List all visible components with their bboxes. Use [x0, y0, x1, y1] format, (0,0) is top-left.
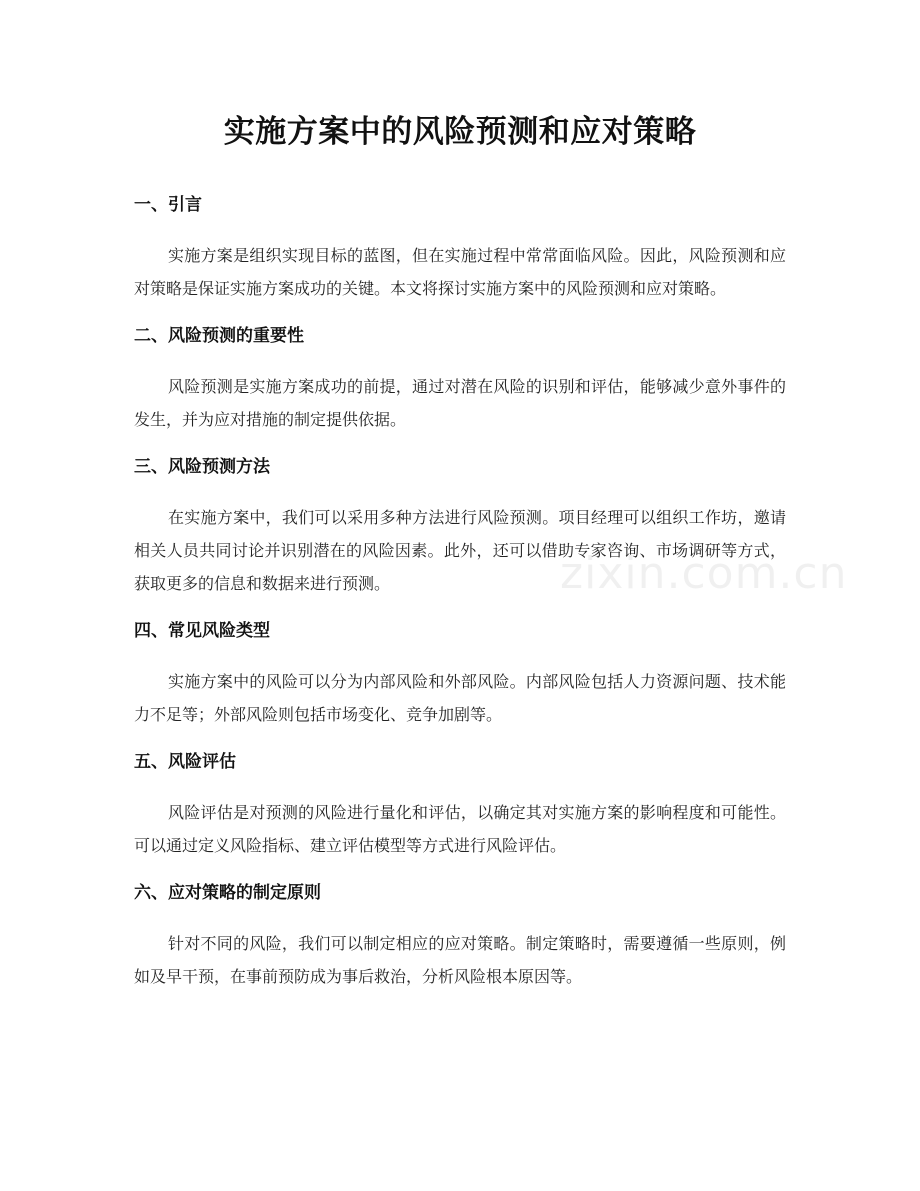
section-heading-risk-types: 四、常见风险类型 — [134, 621, 270, 641]
section-heading-intro: 一、引言 — [134, 195, 202, 215]
section-body-principles: 针对不同的风险，我们可以制定相应的应对策略。制定策略时，需要遵循一些原则，例如及早干预，在事前预防成为事后救治，分析风险根本原因等。 — [134, 934, 786, 986]
section-body-importance: 风险预测是实施方案成功的前提，通过对潜在风险的识别和评估，能够减少意外事件的发生，并为应对措施的制定提供依据。 — [134, 377, 786, 429]
section-heading-principles: 六、应对策略的制定原则 — [134, 883, 321, 903]
document-title: 实施方案中的风险预测和应对策略 — [223, 114, 697, 150]
section-body-methods: 在实施方案中，我们可以采用多种方法进行风险预测。项目经理可以组织工作坊，邀请相关人员共同讨论并识别潜在的风险因素。此外，还可以借助专家咨询、市场调研等方式，获取更多的信息和数据来进行预测。 — [134, 508, 786, 593]
section-heading-assessment: 五、风险评估 — [134, 752, 236, 772]
section-heading-importance: 二、风险预测的重要性 — [134, 326, 304, 346]
section-body-assessment: 风险评估是对预测的风险进行量化和评估，以确定其对实施方案的影响程度和可能性。可以通过定义风险指标、建立评估模型等方式进行风险评估。 — [134, 803, 786, 855]
section-body-intro: 实施方案是组织实现目标的蓝图，但在实施过程中常常面临风险。因此，风险预测和应对策略是保证实施方案成功的关键。本文将探讨实施方案中的风险预测和应对策略。 — [134, 246, 786, 298]
watermark-text: zixin.com.cn — [560, 548, 848, 599]
section-heading-methods: 三、风险预测方法 — [134, 457, 270, 477]
section-body-risk-types: 实施方案中的风险可以分为内部风险和外部风险。内部风险包括人力资源问题、技术能力不足等；外部风险则包括市场变化、竞争加剧等。 — [134, 672, 786, 724]
